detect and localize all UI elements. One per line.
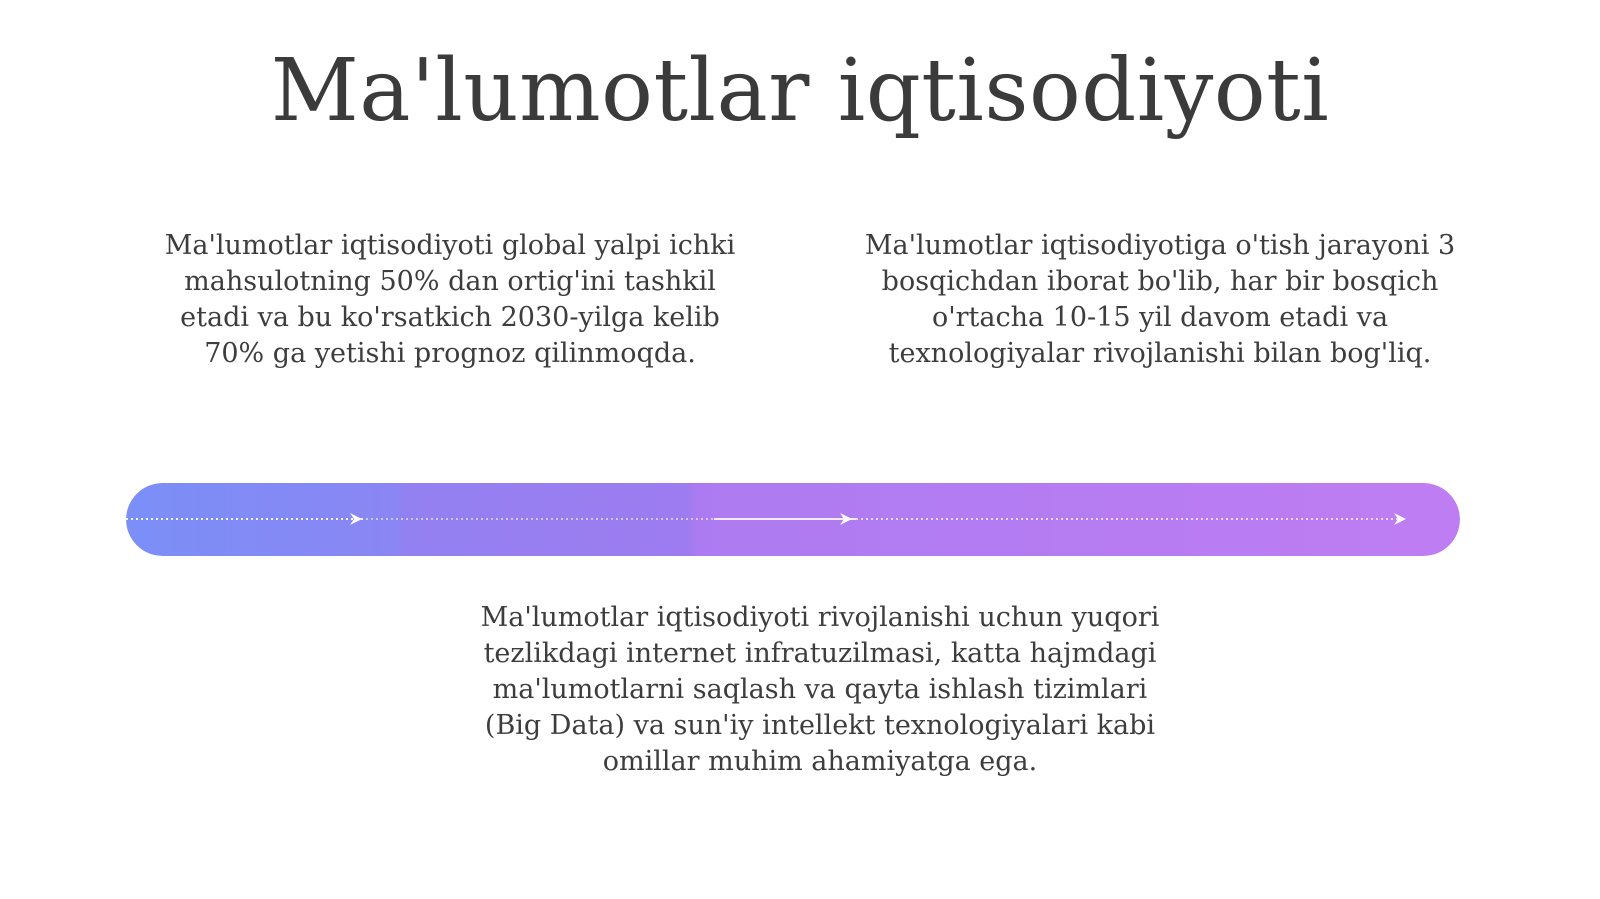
slide-title: Ma'lumotlar iqtisodiyoti xyxy=(270,41,1330,141)
text-block-left: Ma'lumotlar iqtisodiyoti global yalpi ichki mahsulotning 50% dan ortig'ini tashkil etadi va bu ko'rsatkich 2030-yilga kelib 70% ga yetishi prognoz qilinmoqda. xyxy=(164,230,736,369)
text-block-bottom: Ma'lumotlar iqtisodiyoti rivojlanishi uchun yuqori tezlikdagi internet infratuzilmasi, katta hajmdagi ma'lumotlarni saqlash va qayta ishlash tizimlari (Big Data) va sun'iy intellekt texnologiyalari kabi omillar muhim ahamiyatga ega. xyxy=(480,602,1160,777)
text-block-right: Ma'lumotlar iqtisodiyotiga o'tish jarayoni 3 bosqichdan iborat bo'lib, har bir bosqich o'rtacha 10-15 yil davom etadi va texnologiyalar rivojlanishi bilan bog'liq. xyxy=(864,230,1456,369)
timeline-graphic xyxy=(126,483,1460,556)
timeline-bar xyxy=(126,483,1460,556)
